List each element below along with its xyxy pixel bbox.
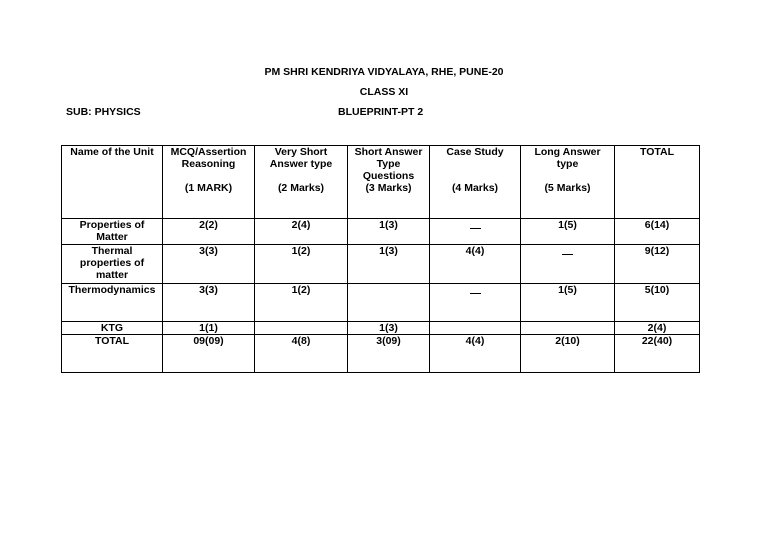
header-marks: (3 Marks) (365, 182, 412, 194)
cell: 4(8) (255, 335, 348, 373)
header-line: Questions (362, 170, 415, 182)
unit-name (62, 335, 163, 373)
cell: 3(3) (163, 284, 255, 322)
cell: 5(10) (615, 284, 700, 322)
table-row (62, 245, 700, 284)
col-header-long-answer (521, 146, 615, 219)
cell (430, 284, 521, 322)
cell: 4(4) (430, 335, 521, 373)
col-header-case-study (430, 146, 521, 219)
cell: 22(40) (615, 335, 700, 373)
unit-name (62, 219, 163, 245)
header-line: Case Study (446, 146, 504, 158)
unit-line: TOTAL (94, 335, 130, 347)
header-line: Very Short (274, 146, 328, 158)
cell: 2(10) (521, 335, 615, 373)
cell: 1(3) (348, 322, 430, 335)
empty-cell-dash (470, 293, 481, 294)
header-line: Type (376, 158, 401, 170)
empty-cell-dash (470, 228, 481, 229)
cell (521, 322, 615, 335)
cell: 4(4) (430, 245, 521, 284)
unit-name (62, 284, 163, 322)
header-line: Long Answer (534, 146, 601, 158)
header-line: TOTAL (639, 146, 675, 158)
school-name: PM SHRI KENDRIYA VIDYALAYA, RHE, PUNE-20 (264, 66, 504, 78)
cell: 1(5) (521, 284, 615, 322)
unit-line: Properties of (79, 219, 145, 231)
cell: 1(2) (255, 284, 348, 322)
cell (430, 219, 521, 245)
header-line: MCQ/Assertion (170, 146, 247, 158)
col-header-unit (62, 146, 163, 219)
header-line: type (556, 158, 579, 170)
cell: 1(3) (348, 219, 430, 245)
unit-line: matter (95, 269, 129, 281)
unit-line: Matter (96, 231, 128, 243)
header-marks: (2 Marks) (277, 182, 325, 194)
cell: 1(2) (255, 245, 348, 284)
col-header-total (615, 146, 700, 219)
cell: 9(12) (615, 245, 700, 284)
unit-line: Thermodynamics (68, 284, 156, 296)
total-row (62, 335, 700, 373)
cell: 2(2) (163, 219, 255, 245)
header-line: Name of the Unit (70, 146, 154, 158)
col-header-very-short (255, 146, 348, 219)
table-row (62, 284, 700, 322)
cell (255, 322, 348, 335)
blueprint-title: BLUEPRINT-PT 2 (338, 106, 424, 118)
header-line: Answer type (269, 158, 333, 170)
unit-line: Thermal (91, 245, 133, 257)
cell: 1(5) (521, 219, 615, 245)
cell (348, 284, 430, 322)
unit-name (62, 322, 163, 335)
blueprint-table (61, 145, 700, 373)
unit-name (62, 245, 163, 284)
header-line: Reasoning (181, 158, 236, 170)
cell: 1(3) (348, 245, 430, 284)
empty-cell-dash (562, 254, 573, 255)
header-marks: (5 Marks) (544, 182, 591, 194)
header-line: Short Answer (354, 146, 423, 158)
cell: 2(4) (615, 322, 700, 335)
cell (430, 322, 521, 335)
header-marks: (1 MARK) (184, 182, 233, 194)
table-row (62, 322, 700, 335)
header-row (62, 146, 700, 219)
subject-label: SUB: PHYSICS (66, 106, 141, 118)
class-title: CLASS XI (359, 86, 409, 98)
cell: 09(09) (163, 335, 255, 373)
header-marks: (4 Marks) (451, 182, 499, 194)
unit-line: properties of (79, 257, 145, 269)
cell (521, 245, 615, 284)
cell: 2(4) (255, 219, 348, 245)
table-row (62, 219, 700, 245)
cell: 1(1) (163, 322, 255, 335)
unit-line: KTG (100, 322, 124, 334)
col-header-mcq (163, 146, 255, 219)
cell: 6(14) (615, 219, 700, 245)
col-header-short-answer (348, 146, 430, 219)
cell: 3(3) (163, 245, 255, 284)
cell: 3(09) (348, 335, 430, 373)
